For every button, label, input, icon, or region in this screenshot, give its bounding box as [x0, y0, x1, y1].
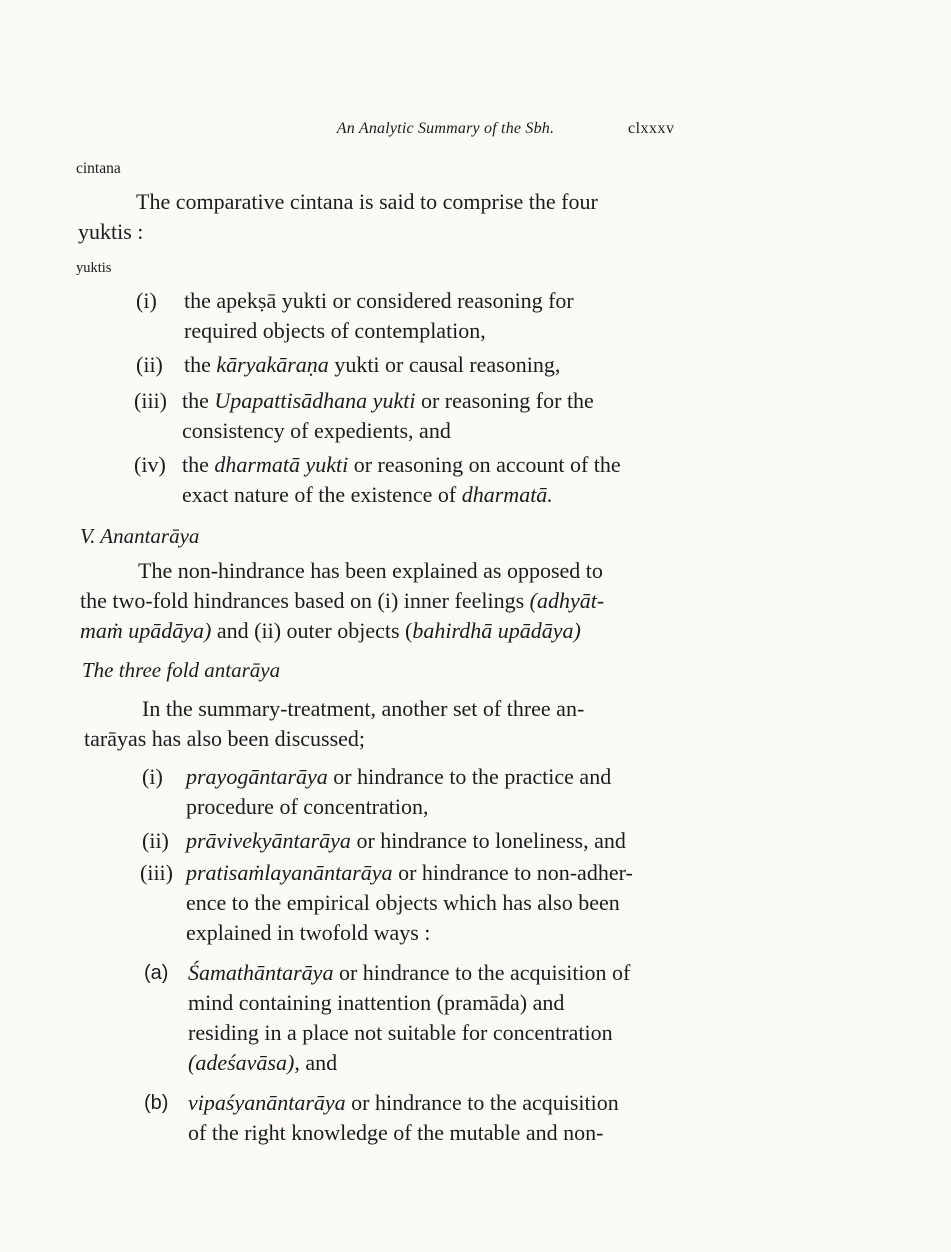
list-item-text: the dharmatā yukti or reasoning on account of the [182, 452, 621, 477]
intro-line-2: yuktis : [78, 219, 144, 244]
list-item-text: consistency of expedients, and [182, 418, 451, 443]
list-item-text: Śamathāntarāya or hindrance to the acquisition of [188, 960, 631, 985]
list-item-label: (ii) [136, 352, 163, 377]
list-item-text: exact nature of the existence of dharmatā. [182, 482, 553, 507]
list-item-text: procedure of concentration, [186, 794, 429, 819]
list-item-text: the kāryakāraṇa yukti or causal reasoning, [184, 352, 561, 377]
page-number: clxxxv [628, 120, 675, 137]
list-item-text: required objects of contemplation, [184, 318, 486, 343]
list-item-label: (b) [144, 1092, 169, 1114]
list-item-label: (ii) [142, 828, 169, 853]
list-item-text: the apekṣā yukti or considered reasoning for [184, 288, 574, 313]
intro-line-1: The comparative cintana is said to comprise the four [136, 189, 598, 214]
list-item-label: (i) [142, 764, 163, 789]
paragraph-line: The non-hindrance has been explained as opposed to [138, 558, 603, 583]
list-item-label: (i) [136, 288, 157, 313]
list-item-text: prāvivekyāntarāya or hindrance to loneliness, and [186, 828, 626, 853]
list-item-text: mind containing inattention (pramāda) and [188, 990, 565, 1015]
margin-note-cintana: cintana [76, 160, 121, 177]
paragraph-line: maṁ upādāya) and (ii) outer objects (bahirdhā upādāya) [80, 618, 581, 643]
paragraph-line: tarāyas has also been discussed; [84, 726, 366, 751]
list-item-label: (iv) [134, 452, 166, 477]
list-item-text: prayogāntarāya or hindrance to the practice and [186, 764, 612, 789]
list-item-label: (iii) [134, 388, 167, 413]
paragraph-line: In the summary-treatment, another set of three an- [142, 696, 585, 721]
list-item-text: pratisaṁlayanāntarāya or hindrance to non-adher- [186, 860, 633, 885]
section-heading-anantaraya: V. Anantarāya [80, 524, 200, 548]
list-item-text: residing in a place not suitable for concentration [188, 1020, 613, 1045]
running-title: An Analytic Summary of the Sbh. [336, 120, 555, 137]
list-item-text: vipaśyanāntarāya or hindrance to the acquisition [188, 1090, 619, 1115]
list-item-label: (iii) [140, 860, 173, 885]
margin-note-yuktis: yuktis [76, 260, 112, 276]
list-item-text: (adeśavāsa), and [188, 1050, 338, 1075]
list-item-text: of the right knowledge of the mutable and non- [188, 1120, 604, 1145]
paragraph-line: the two-fold hindrances based on (i) inner feelings (adhyāt- [80, 588, 605, 613]
list-item-text: the Upapattisādhana yukti or reasoning for the [182, 388, 594, 413]
list-item-label: (a) [144, 962, 169, 984]
list-item-text: explained in twofold ways : [186, 920, 431, 945]
section-heading-threefold: The three fold antarāya [82, 658, 281, 682]
list-item-text: ence to the empirical objects which has also been [186, 890, 620, 915]
